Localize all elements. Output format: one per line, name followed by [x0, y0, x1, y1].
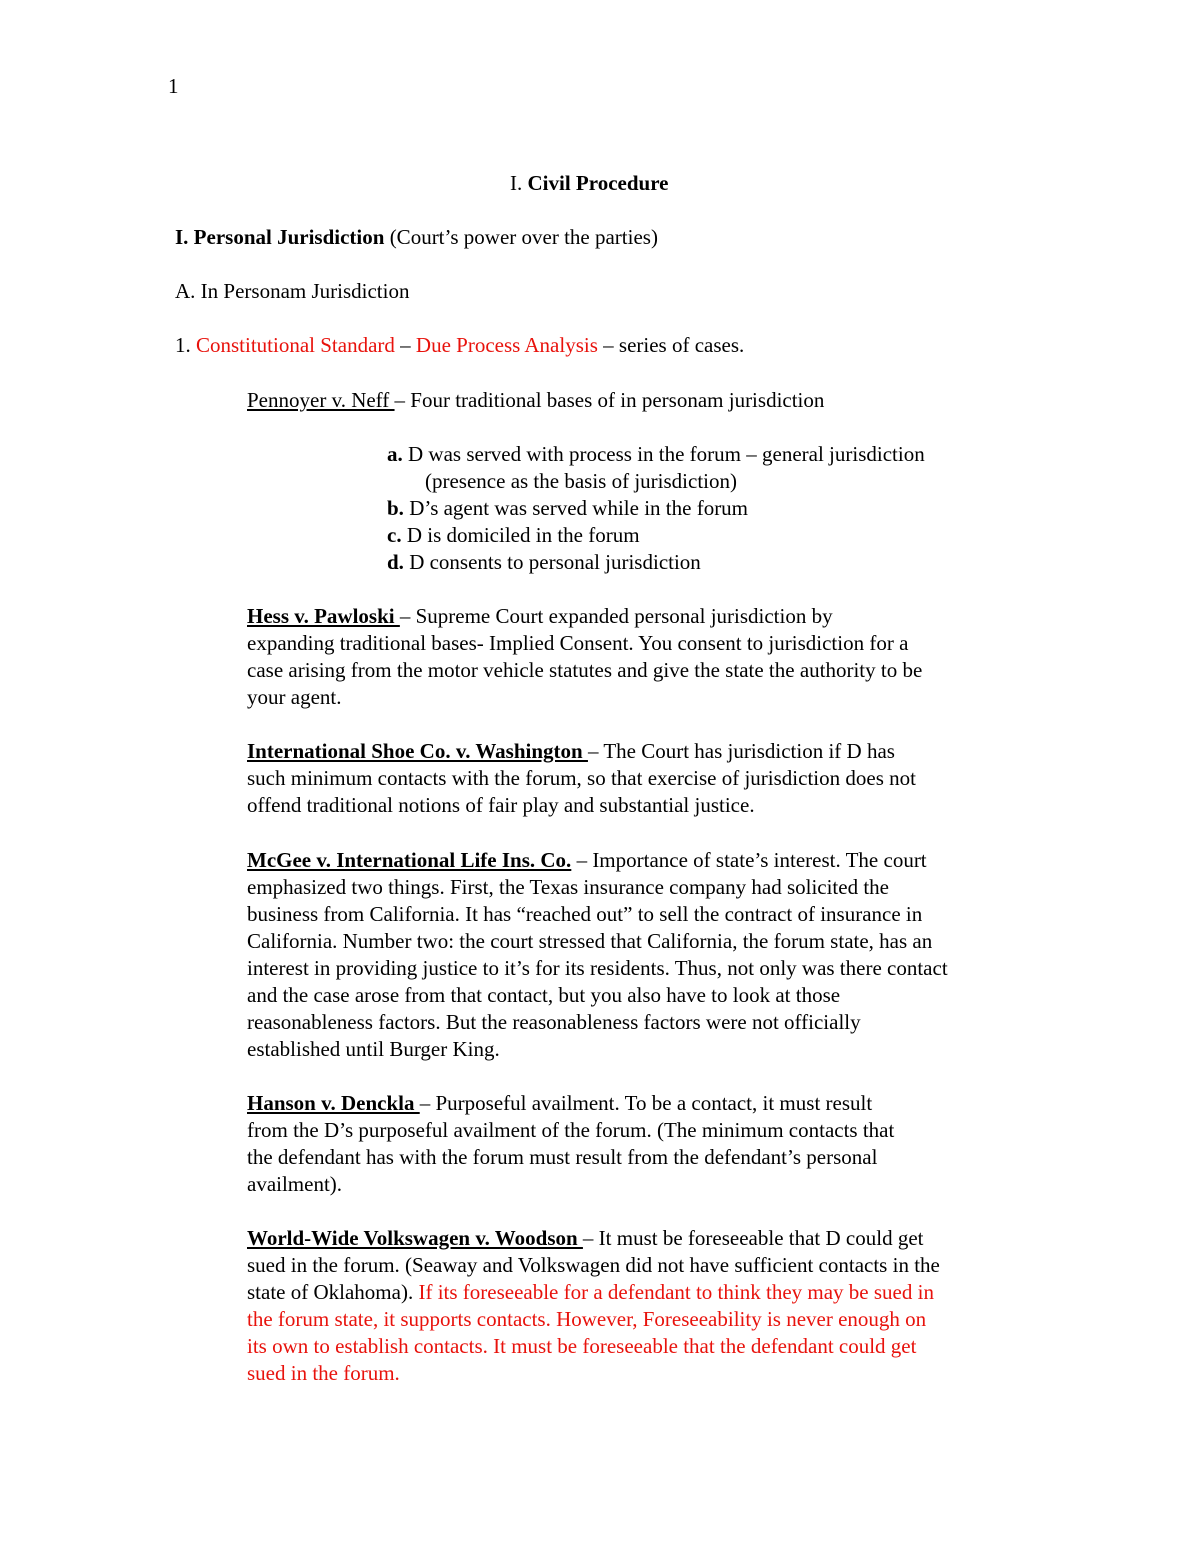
paragraph-line: established until Burger King. [247, 1037, 500, 1061]
basis-list-item [387, 549, 701, 576]
case-name-world-wide-volkswagen: World-Wide Volkswagen v. Woodson [247, 1226, 583, 1250]
paragraph-line [247, 1225, 940, 1252]
paragraph-line: California. Number two: the court stressed that California, the forum state, has an [247, 929, 933, 953]
world-wide-volkswagen-paragraph [247, 1225, 940, 1387]
paragraph-line [247, 847, 948, 874]
paragraph-text: state of Oklahoma). [247, 1280, 419, 1304]
section-heading-rest: (Court’s power over the parties) [384, 225, 658, 249]
paragraph-line: your agent. [247, 685, 342, 709]
paragraph-text: – The Court has jurisdiction if D has [587, 739, 895, 763]
title-text: Civil Procedure [527, 171, 669, 195]
foreseeability-note: If its foreseeable for a defendant to think they may be sued in [418, 1280, 934, 1304]
paragraph-line [247, 603, 922, 630]
mcgee-paragraph [247, 847, 948, 1063]
item-rest: – series of cases. [597, 333, 745, 357]
basis-text: D is domiciled in the forum [401, 523, 640, 547]
case-name-hess: Hess v. Pawloski [247, 604, 400, 628]
pennoyer-paragraph [247, 387, 824, 414]
paragraph-line [247, 1090, 894, 1117]
foreseeability-note-line: sued in the forum. [247, 1361, 400, 1385]
basis-letter: d. [387, 550, 404, 574]
section-heading-bold: I. Personal Jurisdiction [175, 225, 385, 249]
pennoyer-text: – Four traditional bases of in personam jurisdiction [394, 388, 825, 412]
paragraph-line: case arising from the motor vehicle statutes and give the state the authority to be [247, 658, 923, 682]
paragraph-line: business from California. It has “reached out” to sell the contract of insurance in [247, 902, 923, 926]
basis-list-item [387, 495, 748, 522]
paragraph-line: emphasized two things. First, the Texas insurance company had solicited the [247, 875, 889, 899]
item-constitutional-standard [175, 332, 744, 359]
paragraph-line [247, 738, 916, 765]
basis-text: D consents to personal jurisdiction [403, 550, 701, 574]
paragraph-line: and the case arose from that contact, but you also have to look at those [247, 983, 841, 1007]
due-process-label: Due Process Analysis [415, 333, 598, 357]
paragraph-line: interest in providing justice to it’s for its residents. Thus, not only was there contact [247, 956, 948, 980]
hanson-paragraph [247, 1090, 894, 1198]
paragraph-line: such minimum contacts with the forum, so that exercise of jurisdiction does not [247, 766, 916, 790]
section-heading [175, 224, 658, 251]
paragraph-text: – Supreme Court expanded personal jurisdiction by [399, 604, 833, 628]
paragraph-text: – It must be foreseeable that D could get [582, 1226, 924, 1250]
paragraph-line: from the D’s purposeful availment of the forum. (The minimum contacts that [247, 1118, 895, 1142]
basis-letter: a. [387, 442, 403, 466]
basis-letter: b. [387, 496, 404, 520]
basis-text: (presence as the basis of jurisdiction) [425, 469, 737, 493]
case-name-pennoyer: Pennoyer v. Neff [247, 388, 395, 412]
case-name-hanson: Hanson v. Denckla [247, 1091, 420, 1115]
basis-text: D was served with process in the forum – general jurisdiction [402, 442, 925, 466]
paragraph-line [247, 1279, 940, 1306]
foreseeability-note-line: the forum state, it supports contacts. However, Foreseeability is never enough on [247, 1307, 927, 1331]
case-name-mcgee: McGee v. International Life Ins. Co. [247, 848, 572, 872]
paragraph-line: offend traditional notions of fair play and substantial justice. [247, 793, 755, 817]
basis-letter: c. [387, 523, 402, 547]
constitutional-standard-label: Constitutional Standard [196, 333, 395, 357]
basis-text: D’s agent was served while in the forum [403, 496, 749, 520]
international-shoe-paragraph [247, 738, 916, 819]
paragraph-text: – Importance of state’s interest. The court [571, 848, 927, 872]
paragraph-line: the defendant has with the forum must result from the defendant’s personal [247, 1145, 878, 1169]
paragraph-line: sued in the forum. (Seaway and Volkswagen did not have sufficient contacts in the [247, 1253, 940, 1277]
title-prefix: I. [510, 171, 528, 195]
document-title [510, 170, 668, 197]
paragraph-line: expanding traditional bases- Implied Consent. You consent to jurisdiction for a [247, 631, 909, 655]
case-name-international-shoe: International Shoe Co. v. Washington [247, 739, 588, 763]
paragraph-line: reasonableness factors. But the reasonableness factors were not officially [247, 1010, 861, 1034]
page-number: 1 [168, 74, 179, 98]
basis-list-item [387, 522, 640, 549]
basis-list-item [387, 441, 925, 468]
foreseeability-note-line: its own to establish contacts. It must be foreseeable that the defendant could get [247, 1334, 917, 1358]
paragraph-line: availment). [247, 1172, 343, 1196]
item-number: 1. [175, 333, 196, 357]
subsection-heading: A. In Personam Jurisdiction [175, 279, 410, 303]
dash: – [394, 333, 416, 357]
hess-paragraph [247, 603, 922, 711]
basis-list-item [425, 468, 737, 495]
paragraph-text: – Purposeful availment. To be a contact, it must result [419, 1091, 873, 1115]
